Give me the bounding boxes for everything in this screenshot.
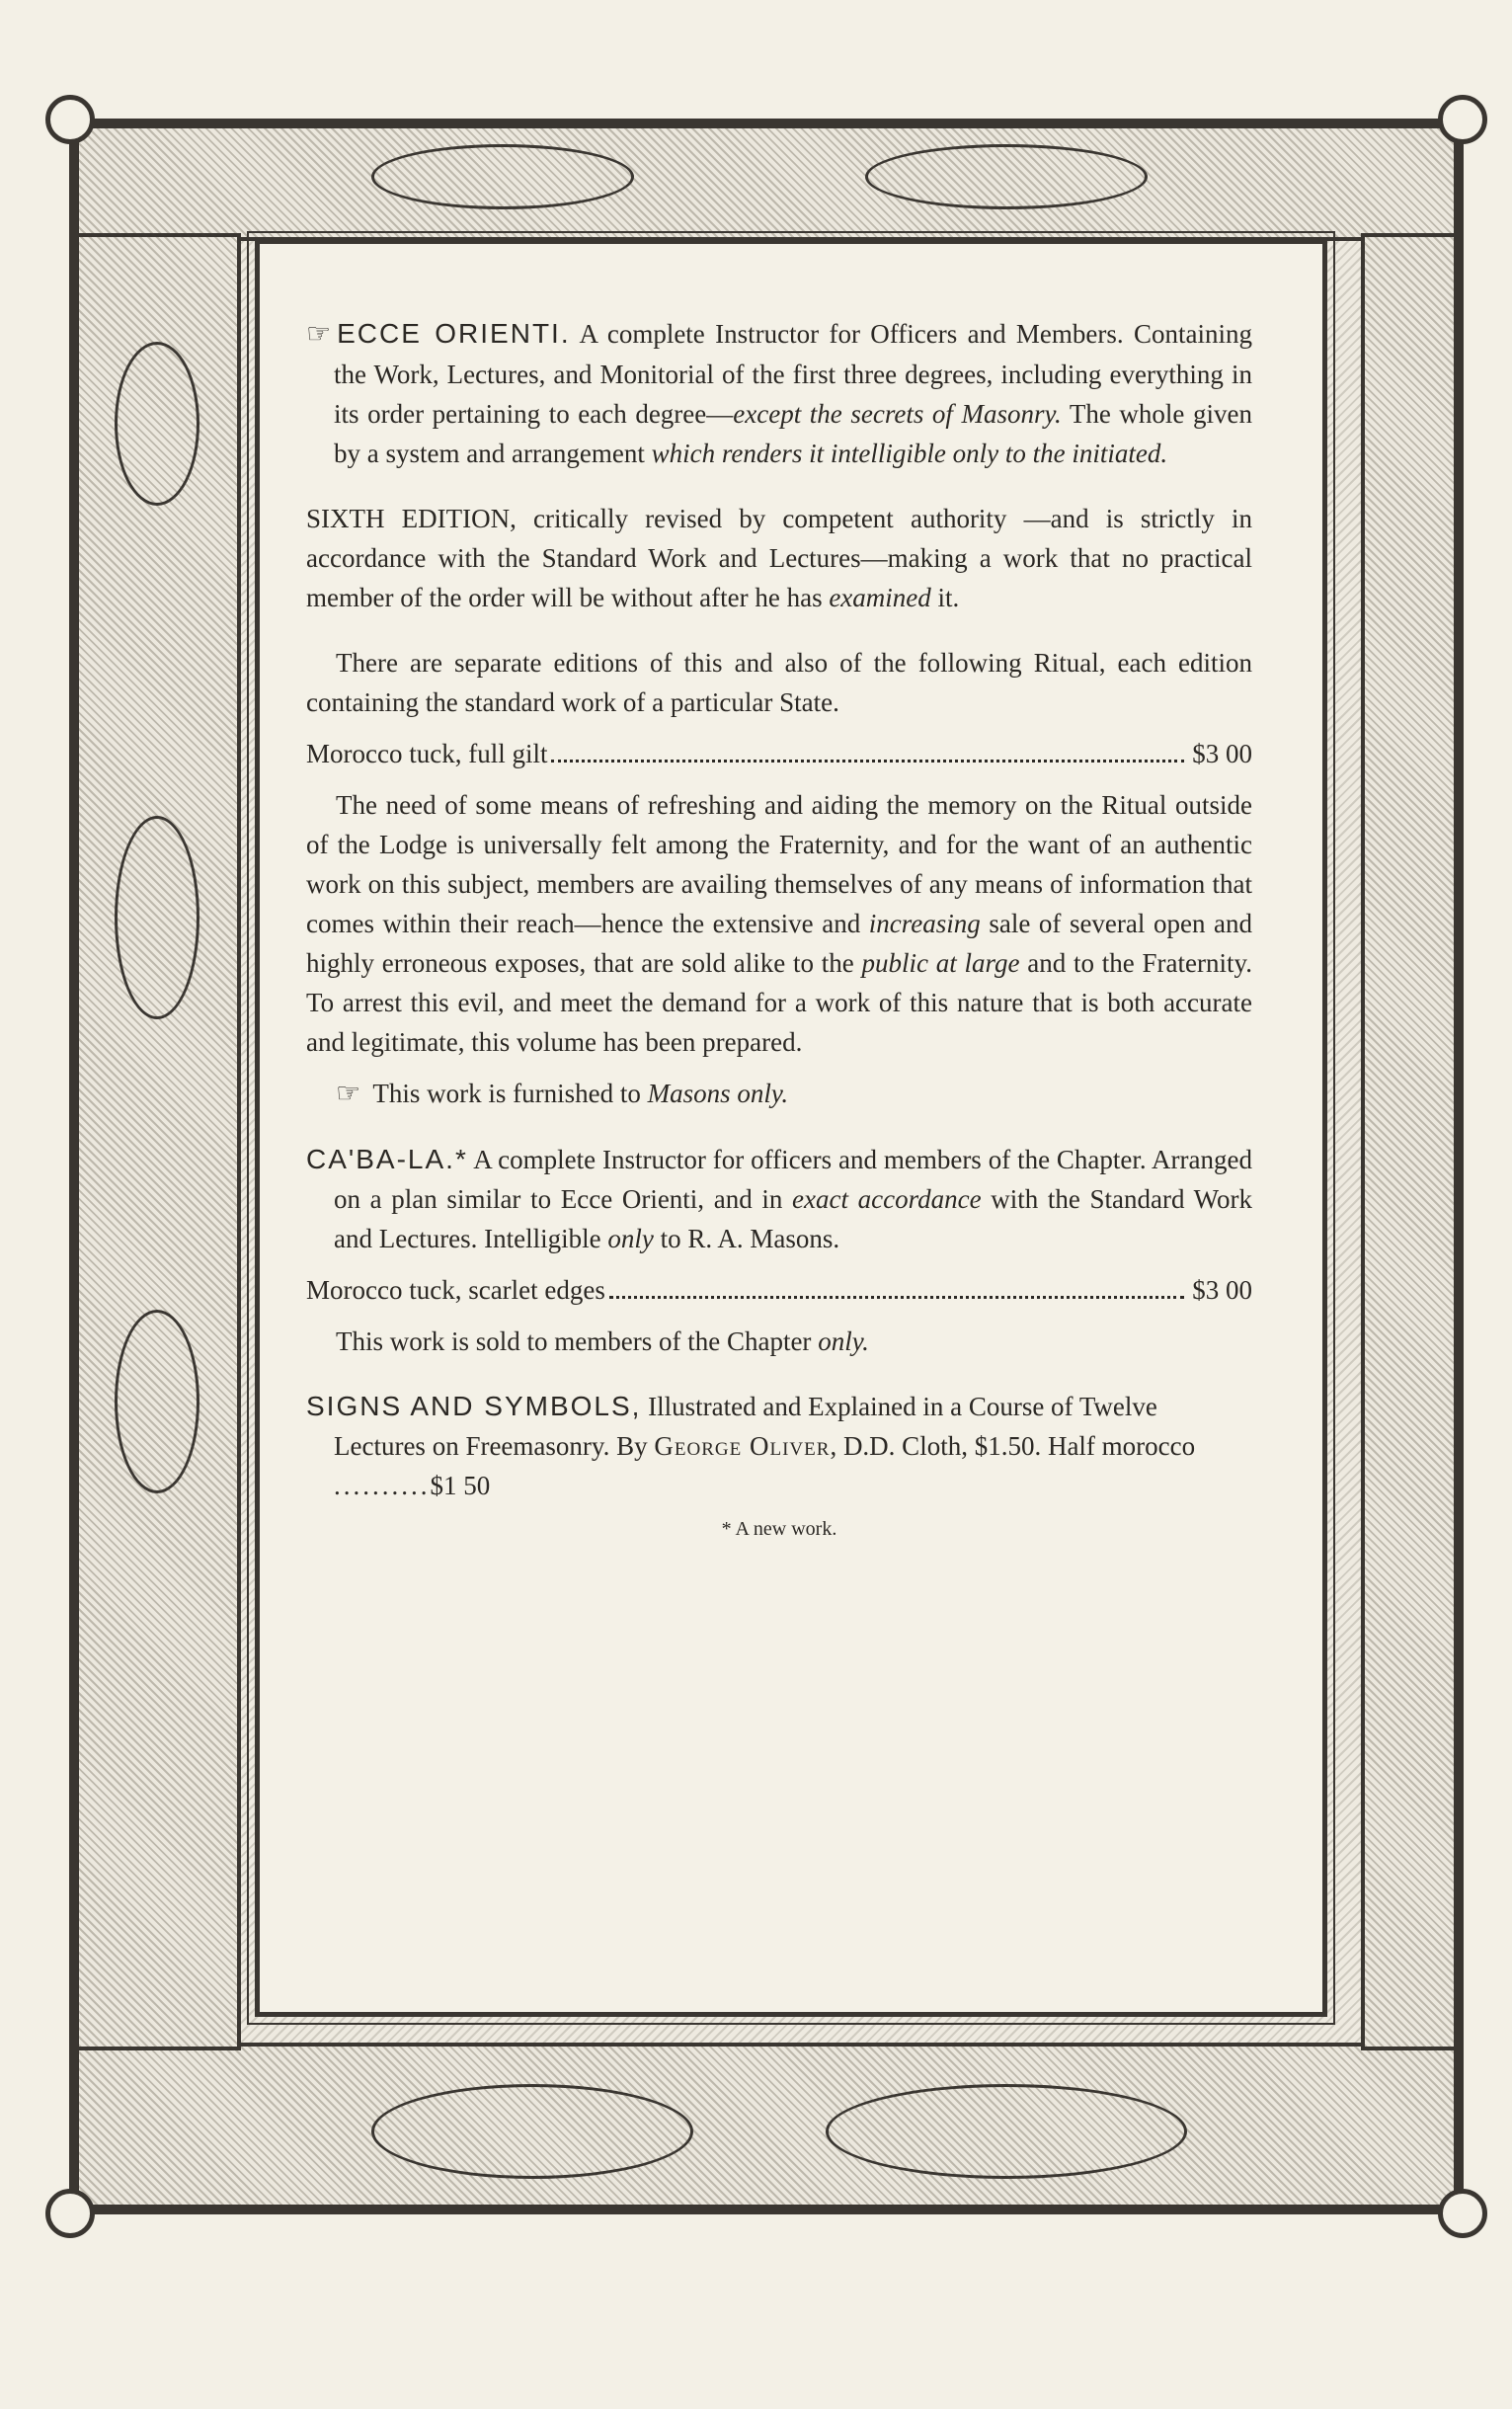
signs-symbols-entry: SIGNS AND SYMBOLS, Illustrated and Explained in a Course of Twelve Lectures on Freemasonry. By George Oliver, D.D. Cloth, $1.50. Half morocco ..........$1 50 [306,1391,1196,1500]
cabala-entry: CA'BA-LA.* A complete Instructor for officers and members of the Chapter. Arranged on a plan similar to Ecce Orienti, and in exact accordance with the Standard Work and Lectures. Intelligible only to R. A. Masons. [306,1144,1252,1253]
leader-dots [609,1296,1184,1299]
ecce-orienti-entry: ☞ ECCE ORIENTI. A complete Instructor for Officers and Members. Containing the Work, Lectures, and Monitorial of the first three degrees, including everything in its order pertaining to each degree—except the secrets of Masonry. The whole given by a system and arrangement which renders it intelligible only to the initiated. [306,318,1252,468]
separate-editions-paragraph: There are separate editions of this and also of the following Ritual, each edition containing the standard work of a particular State. [306,648,1252,717]
scroll-ornament-icon [115,1310,199,1493]
ecce-orienti-price-line [306,734,1252,773]
author-name: George Oliver [654,1431,831,1461]
corner-knot-icon [45,2189,95,2238]
border-left-band [75,233,241,2050]
scroll-ornament-icon [865,144,1148,209]
chapter-only-note: This work is sold to members of the Chapter only. [336,1326,869,1356]
price-value: $3 00 [1192,1275,1252,1305]
sixth-edition-paragraph: SIXTH EDITION, critically revised by competent authority —and is strictly in accordance with the Standard Work and Lectures—making a work that no practical member of the order will be without after he has examined it. [306,504,1252,612]
price-label: Morocco tuck, scarlet edges [306,1275,605,1305]
cabala-title: CA'BA-LA.* [306,1144,468,1174]
price-value: $1 50 [430,1471,491,1500]
border-bottom-band [75,2043,1458,2208]
border-top-band [75,124,1458,241]
border-right-band [1361,233,1458,2050]
scroll-ornament-icon [826,2084,1187,2179]
cabala-price-line [306,1270,1252,1310]
price-label: Morocco tuck, full gilt [306,739,548,768]
pointing-hand-icon: ☞ [306,319,332,350]
leader-dots [551,760,1184,763]
corner-knot-icon [45,95,95,144]
scroll-ornament-icon [371,144,634,209]
footnote: * A new work. [721,1518,837,1540]
signs-symbols-title: SIGNS AND SYMBOLS, [306,1391,642,1421]
advertisement-page [306,314,1252,1549]
scroll-ornament-icon [115,342,199,506]
ecce-orienti-title: ECCE ORIENTI. [337,318,571,349]
scroll-ornament-icon [371,2084,693,2179]
pointing-hand-icon: ☞ [336,1079,361,1109]
need-paragraph: The need of some means of refreshing and aiding the memory on the Ritual outside of the Lodge is universally felt among the Fraternity, and for the want of an authentic work on this subject, members are availing themselves of any means of information that comes within their reach—hence the extensive and increasing sale of several open and highly erroneous exposes, that are sold alike to the public at large and to the Fraternity. To arrest this evil, and meet the demand for a work of this nature that is both accurate and legitimate, this volume has been prepared. [306,790,1252,1057]
corner-knot-icon [1438,95,1487,144]
masons-only-note: ☞ This work is furnished to Masons only. [336,1079,789,1109]
scroll-ornament-icon [115,816,199,1019]
price-value: $3 00 [1192,739,1252,768]
corner-knot-icon [1438,2189,1487,2238]
